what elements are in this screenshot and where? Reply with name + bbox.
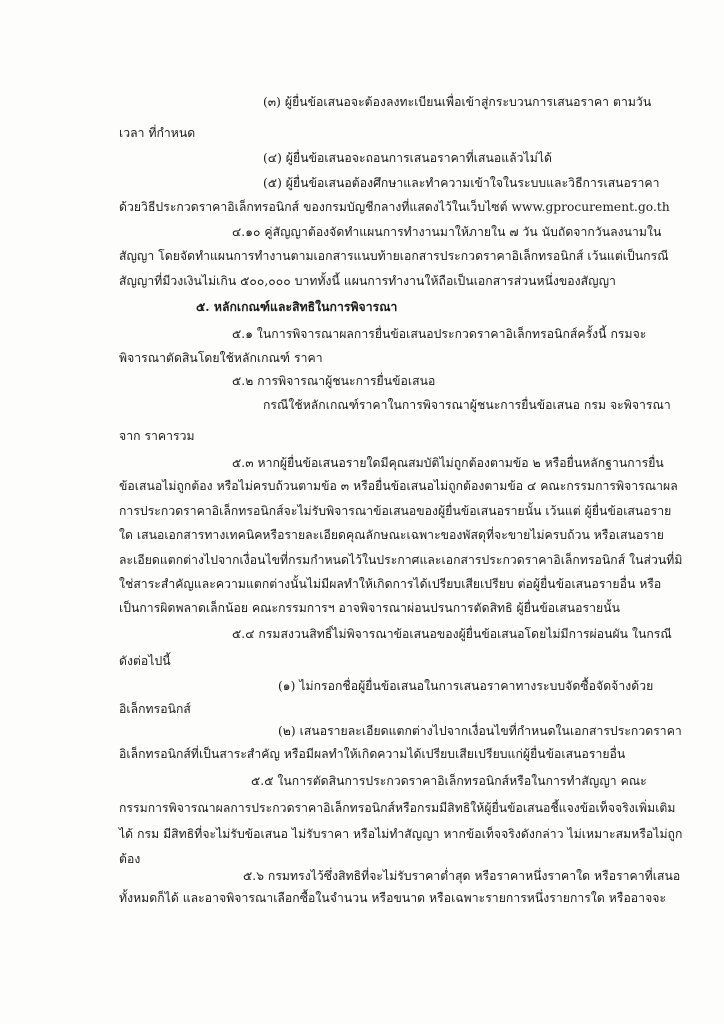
text-line: (๕) ผู้ยื่นข้อเสนอต้องศึกษาและทำความเข้าใจในระบบและวิธีการเสนอราคา	[263, 176, 660, 190]
text-line: สัญญาที่มีวงเงินไม่เกิน ๕๐๐,๐๐๐ บาททั้งนี้ แผนการทำงานให้ถือเป็นเอกสารส่วนหนึ่งของสัญญา	[119, 274, 616, 288]
text-line: เป็นการผิดพลาดเล็กน้อย คณะกรรมการฯ อาจพิจารณาผ่อนปรนการตัดสิทธิ ผู้ยื่นข้อเสนอรายนั้น	[119, 601, 620, 615]
text-line: ใช่สาระสำคัญและความแตกต่างนั้นไม่มีผลทำให้เกิดการได้เปรียบเสียเปรียบ ต่อผู้ยื่นข้อเสนอรายอื่น หรือ	[119, 577, 662, 591]
text-line: ๕.๕ ในการตัดสินการประกวดราคาอิเล็กทรอนิกส์หรือในการทำสัญญา คณะ	[251, 774, 647, 788]
text-line: ๕.๖ กรมทรงไว้ซึ่งสิทธิที่จะไม่รับราคาต่ำสุด หรือราคาหนึ่งราคาใด หรือราคาที่เสนอ	[243, 869, 681, 883]
text-line: ต้อง	[119, 852, 141, 866]
text-line: ด้วยวิธีประกวดราคาอิเล็กทรอนิกส์ ของกรมบัญชีกลางที่แสดงไว้ในเว็บไซต์ www.gprocurement.go.th	[119, 200, 670, 214]
text-line: พิจารณาตัดสินโดยใช้หลักเกณฑ์ ราคา	[119, 351, 323, 365]
text-line: (๔) ผู้ยื่นข้อเสนอจะถอนการเสนอราคาที่เสนอแล้วไม่ได้	[263, 151, 552, 165]
text-line: เวลา ที่กำหนด	[119, 126, 196, 140]
text-line: ข้อเสนอไม่ถูกต้อง หรือไม่ครบถ้วนตามข้อ ๓ หรือยื่นข้อเสนอไม่ถูกต้องตามข้อ ๔ คณะกรรมการพิจารณาผล	[119, 479, 678, 493]
text-line: (๑) ไม่กรอกชื่อผู้ยื่นข้อเสนอในการเสนอราคาทางระบบจัดซื้อจัดจ้างด้วย	[278, 679, 654, 693]
text-line: ได้ กรม มีสิทธิที่จะไม่รับข้อเสนอ ไม่รับราคา หรือไม่ทำสัญญา หากข้อเท็จจริงดังกล่าว ไม่เหมาะสมหรือไม่ถูก	[119, 827, 683, 841]
text-line: ดังต่อไปนี้	[119, 654, 171, 668]
text-line: ๕.๔ กรมสงวนสิทธิ์ไม่พิจารณาข้อเสนอของผู้ยื่นข้อเสนอโดยไม่มีการผ่อนผัน ในกรณี	[232, 627, 672, 641]
text-line: ทั้งหมดก็ได้ และอาจพิจารณาเลือกซื้อในจำนวน หรือขนาด หรือเฉพาะรายการหนึ่งรายการใด หรืออาจจะ	[119, 891, 667, 905]
text-line: อิเล็กทรอนิกส์	[119, 702, 191, 716]
text-line: (๓) ผู้ยื่นข้อเสนอจะต้องลงทะเบียนเพื่อเข้าสู่กระบวนการเสนอราคา ตามวัน	[263, 95, 652, 109]
text-line: ใด เสนอเอกสารทางเทคนิคหรือรายละเอียดคุณลักษณะเฉพาะของพัสดุที่จะขายไม่ครบถ้วน หรือเสนอราย	[119, 528, 664, 542]
text-line: ๕.๒ การพิจารณาผู้ชนะการยื่นข้อเสนอ	[232, 374, 436, 388]
text-line: ๔.๑๐ คู่สัญญาต้องจัดทำแผนการทำงานมาให้ภายใน ๗ วัน นับถัดจากวันลงนามใน	[232, 225, 662, 239]
section-heading: ๕. หลักเกณฑ์และสิทธิในการพิจารณา	[196, 300, 398, 314]
text-line: ๕.๑ ในการพิจารณาผลการยื่นข้อเสนอประกวดราคาอิเล็กทรอนิกส์ครั้งนี้ กรมจะ	[232, 327, 647, 341]
text-line: ๕.๓ หากผู้ยื่นข้อเสนอรายใดมีคุณสมบัติไม่ถูกต้องตามข้อ ๒ หรือยื่นหลักฐานการยื่น	[232, 456, 664, 470]
text-line: กรณีใช้หลักเกณฑ์ราคาในการพิจารณาผู้ชนะการยื่นข้อเสนอ กรม จะพิจารณา	[263, 398, 671, 412]
text-line: กรรมการพิจารณาผลการประกวดราคาอิเล็กทรอนิกส์หรือกรมมีสิทธิให้ผู้ยื่นข้อเสนอชี้แจงข้อเท็จจริงเพิ่มเติม	[119, 801, 676, 815]
text-line: อิเล็กทรอนิกส์ที่เป็นสาระสำคัญ หรือมีผลทำให้เกิดความได้เปรียบเสียเปรียบแก่ผู้ยื่นข้อเสนอรายอื่น	[119, 747, 626, 761]
text-line: (๒) เสนอรายละเอียดแตกต่างไปจากเงื่อนไขที่กำหนดในเอกสารประกวดราคา	[278, 724, 682, 738]
text-line: การประกวดราคาอิเล็กทรอนิกส์จะไม่รับพิจารณาข้อเสนอของผู้ยื่นข้อเสนอรายนั้น เว้นแต่ ผู้ยื่นข้อเสนอราย	[119, 504, 672, 518]
text-line: สัญญา โดยจัดทำแผนการทำงานตามเอกสารแนบท้ายเอกสารประกวดราคาอิเล็กทรอนิกส์ เว้นแต่เป็นกรณี	[119, 249, 669, 263]
text-line: ละเอียดแตกต่างไปจากเงื่อนไขที่กรมกำหนดไว้ในประกาศและเอกสารประกวดราคาอิเล็กทรอนิกส์ ในส่วนที่มิ	[119, 553, 683, 567]
text-line: จาก ราคารวม	[119, 429, 195, 443]
